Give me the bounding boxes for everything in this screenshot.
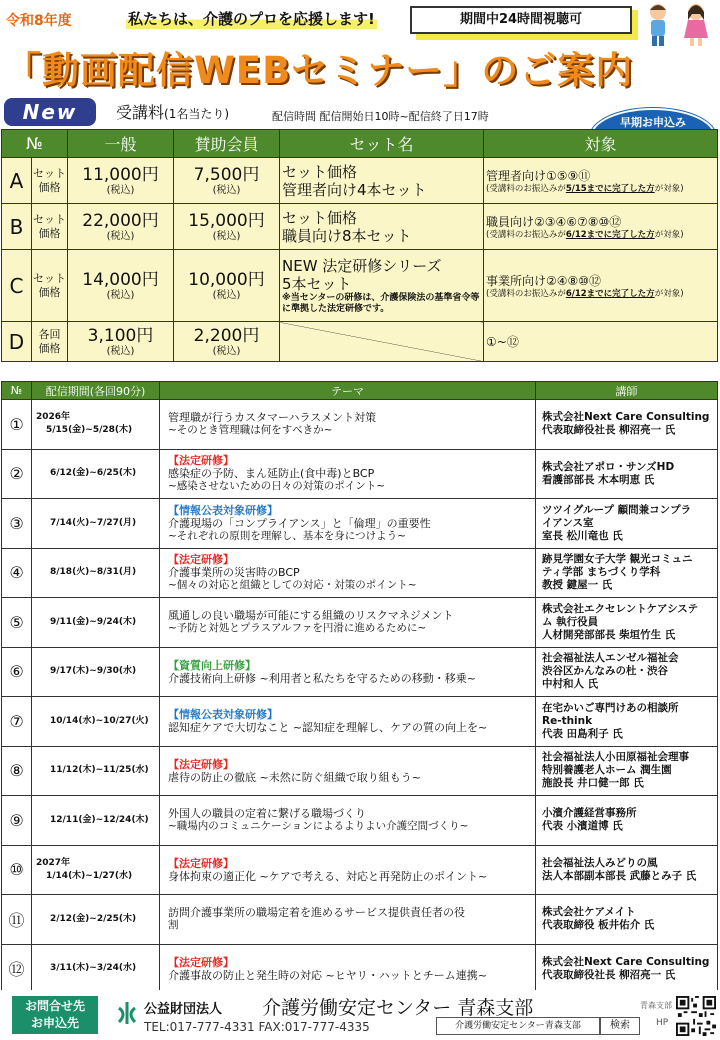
seminar-no: ⑧ bbox=[2, 746, 32, 796]
type-line: 価格 bbox=[38, 180, 61, 194]
seminar-theme: 感染症の予防、まん延防止(食中毒)とBCP bbox=[168, 467, 375, 481]
lecturer-line: 教授 鍵屋一 氏 bbox=[542, 579, 613, 592]
viewing-notice: 期間中24時間視聴可 bbox=[410, 6, 632, 34]
sponsor-price-cell bbox=[174, 158, 280, 204]
lecturer-line: 代表 田島利子 氏 bbox=[542, 727, 623, 740]
general-price: 11,000円 bbox=[82, 164, 159, 185]
seminar-theme-cell bbox=[160, 845, 536, 895]
sponsor-price: 10,000円 bbox=[188, 269, 265, 290]
seminar-tag: 【情報公表対象研修】 bbox=[168, 503, 278, 517]
qr-code-icon[interactable] bbox=[676, 996, 716, 1036]
set-name-line: 5本セット bbox=[282, 274, 352, 293]
lecturer-line: 中村和人 氏 bbox=[542, 678, 599, 691]
seminar-date: 1/14(木)~1/27(水) bbox=[46, 870, 133, 881]
seminar-date: 11/12(木)~11/25(水) bbox=[50, 765, 149, 776]
seminar-no: ⑨ bbox=[2, 796, 32, 846]
price-row bbox=[2, 250, 718, 322]
seminar-date-cell bbox=[32, 449, 160, 499]
type-line: セット bbox=[33, 166, 66, 180]
target-text: ①~⑫ bbox=[486, 335, 519, 349]
seminar-date-cell bbox=[32, 796, 160, 846]
seminar-no: ⑦ bbox=[2, 697, 32, 747]
fee-label-text: 受講料 bbox=[116, 103, 165, 122]
seminar-theme-cell bbox=[160, 796, 536, 846]
set-name-line: セット価格 bbox=[282, 162, 358, 181]
seminar-row bbox=[2, 697, 718, 747]
price-row-no: B bbox=[2, 204, 32, 250]
lecturer-line: 社会福祉法人みどりの風 bbox=[542, 856, 658, 869]
seminar-date-cell bbox=[32, 895, 160, 945]
seminar-theme: 訪問介護事業所の職場定着を進めるサービス提供責任者の役 bbox=[168, 906, 465, 920]
seminar-theme: 管理職が行うカスタマーハラスメント対策 bbox=[168, 411, 377, 425]
seminar-date: 7/14(火)~7/27(月) bbox=[50, 517, 137, 528]
type-line: セット bbox=[33, 212, 66, 226]
lecturer-cell bbox=[536, 796, 718, 846]
general-price: 14,000円 bbox=[82, 269, 159, 290]
target-note-pre: (受講料のお振込みが bbox=[486, 229, 566, 240]
seminar-no: ⑥ bbox=[2, 647, 32, 697]
lecturer-cell bbox=[536, 944, 718, 994]
general-tax: (税込) bbox=[106, 184, 135, 196]
lecturer-line: 渋谷区かんなみの杜・渋谷 bbox=[542, 665, 668, 678]
fiscal-year: 令和8年度 bbox=[6, 13, 72, 29]
search-keyword-box: 介護労働安定センター青森支部 bbox=[436, 1017, 600, 1035]
target-note-pre: (受講料のお振込みが bbox=[486, 183, 566, 194]
seminar-row bbox=[2, 598, 718, 648]
contact-box bbox=[12, 996, 98, 1034]
seminar-theme: 介護事故の防止と発生時の対応 ~ヒヤリ・ハットとチーム連携~ bbox=[168, 968, 487, 982]
lecturer-line: 株式会社Next Care Consulting bbox=[542, 955, 710, 968]
lecturer-cell bbox=[536, 845, 718, 895]
seminar-tag: 【資質向上研修】 bbox=[168, 658, 256, 672]
lecturer-line: 株式会社エクセレントケアシステ bbox=[542, 602, 699, 615]
target-note-post: が対象) bbox=[654, 288, 684, 299]
lecturer-line: 跡見学園女子大学 観光コミュニ bbox=[542, 553, 693, 566]
set-name-line: 管理者向け4本セット bbox=[282, 180, 427, 199]
sponsor-price: 15,000円 bbox=[188, 210, 265, 231]
organization-logo-icon bbox=[116, 1000, 138, 1026]
seminar-theme: 介護現場の「コンプライアンス」と「倫理」の重要性 bbox=[168, 516, 431, 530]
general-tax: (税込) bbox=[106, 345, 135, 357]
search-button[interactable]: 検索 bbox=[600, 1017, 640, 1035]
price-header-row bbox=[2, 130, 718, 158]
seminar-date-cell bbox=[32, 598, 160, 648]
lecturer-line: ム 執行役員 bbox=[542, 615, 599, 628]
seminar-date-cell bbox=[32, 697, 160, 747]
seminar-row bbox=[2, 746, 718, 796]
seminar-tag: 【情報公表対象研修】 bbox=[168, 708, 278, 722]
general-tax: (税込) bbox=[106, 289, 135, 301]
general-tax: (税込) bbox=[106, 230, 135, 242]
sponsor-price-cell bbox=[174, 250, 280, 322]
target-note bbox=[486, 184, 717, 195]
lecturer-line: 施設長 井口健一郎 氏 bbox=[542, 777, 644, 790]
lecturer-line: 室長 松川竜也 氏 bbox=[542, 529, 623, 542]
sponsor-price-cell bbox=[174, 204, 280, 250]
type-line: 価格 bbox=[38, 226, 61, 240]
seminar-theme-cell bbox=[160, 449, 536, 499]
hp-caption: 青森支部 bbox=[640, 1001, 672, 1010]
seminar-theme: 虐待の防止の徹底 ~未然に防ぐ組織で取り組もう~ bbox=[168, 770, 421, 784]
seminar-tag: 【法定研修】 bbox=[168, 955, 234, 969]
type-line: 各回 bbox=[38, 327, 61, 341]
type-line: 価格 bbox=[38, 285, 61, 299]
target-note-post: が対象) bbox=[654, 183, 684, 194]
sponsor-price-cell bbox=[174, 322, 280, 362]
seminar-theme-cell bbox=[160, 895, 536, 945]
seminar-theme-cell bbox=[160, 647, 536, 697]
seminar-table bbox=[1, 381, 718, 994]
price-row-type bbox=[32, 204, 68, 250]
lecturer-cell bbox=[536, 449, 718, 499]
seminar-theme: 介護技術向上研修 ~利用者と私たちを守るための移動・移乗~ bbox=[168, 671, 476, 685]
seminar-row bbox=[2, 647, 718, 697]
lecturer-line: イアンス室 bbox=[542, 516, 594, 529]
lecturer-line: 小濱介護経営事務所 bbox=[542, 807, 637, 820]
target-note-pre: (受講料のお振込みが bbox=[486, 288, 566, 299]
seminar-subtitle: ~予防と対処とプラスアルファを円滑に進めるために~ bbox=[168, 622, 427, 635]
seminar-date-cell bbox=[32, 647, 160, 697]
target-note-deadline: 5/15までに完了した方 bbox=[565, 183, 655, 194]
lecturer-cell bbox=[536, 895, 718, 945]
seminar-date-cell bbox=[32, 746, 160, 796]
set-name-line: セット価格 bbox=[282, 208, 358, 227]
delivery-schedule: 配信時間 配信開始日10時~配信終了日17時 bbox=[272, 110, 489, 123]
seminar-theme-cell bbox=[160, 400, 536, 450]
seminar-no: ④ bbox=[2, 548, 32, 598]
target-cell bbox=[484, 204, 718, 250]
lecturer-line: Re-think bbox=[542, 714, 593, 727]
lecturer-line: 法人本部副本部長 武藤とみ子 氏 bbox=[542, 869, 697, 882]
seminar-header-lecturer: 講師 bbox=[536, 382, 718, 400]
sponsor-price: 7,500円 bbox=[193, 164, 260, 185]
target-note-post: が対象) bbox=[654, 229, 684, 240]
seminar-no: ⑫ bbox=[2, 944, 32, 994]
seminar-no: ③ bbox=[2, 499, 32, 549]
seminar-row bbox=[2, 944, 718, 994]
seminar-row bbox=[2, 449, 718, 499]
lecturer-line: 特別養護老人ホーム 潤生園 bbox=[542, 764, 672, 777]
price-row-type bbox=[32, 158, 68, 204]
lecturer-line: ツツイグループ 顧問兼コンプラ bbox=[542, 503, 692, 516]
seminar-theme-cell bbox=[160, 697, 536, 747]
seminar-theme: 介護事業所の災害時のBCP bbox=[168, 566, 300, 580]
seminar-theme: 身体拘束の適正化 ~ケアで考える、対応と再発防止のポイント~ bbox=[168, 869, 488, 883]
seminar-no: ① bbox=[2, 400, 32, 450]
price-header-set: セット名 bbox=[280, 130, 484, 158]
seminar-tag: 【法定研修】 bbox=[168, 454, 234, 468]
seminar-theme-cell bbox=[160, 746, 536, 796]
seminar-date: 9/17(木)~9/30(水) bbox=[50, 666, 137, 677]
seminar-header-theme: テーマ bbox=[160, 382, 536, 400]
seminar-theme-cell bbox=[160, 499, 536, 549]
general-price-cell bbox=[68, 204, 174, 250]
seminar-date: 3/11(木)~3/24(水) bbox=[50, 963, 137, 974]
price-row bbox=[2, 204, 718, 250]
contact-phone-fax: TEL:017-777-4331 FAX:017-777-4335 bbox=[144, 1020, 370, 1034]
seminar-header-date: 配信期間(各回90分) bbox=[32, 382, 160, 400]
general-price: 3,100円 bbox=[87, 325, 154, 346]
lecturer-cell bbox=[536, 499, 718, 549]
seminar-theme-cell bbox=[160, 944, 536, 994]
lecturer-cell bbox=[536, 548, 718, 598]
price-row-no: A bbox=[2, 158, 32, 204]
lecturer-cell bbox=[536, 647, 718, 697]
set-name-line: NEW 法定研修シリーズ bbox=[282, 256, 442, 275]
seminar-no: ⑤ bbox=[2, 598, 32, 648]
price-row-type bbox=[32, 250, 68, 322]
target-text: 事業所向け②④⑧⑩⑫ bbox=[486, 273, 602, 288]
bubble-line: 早期お申込み bbox=[620, 116, 686, 129]
lecturer-line: 株式会社アポロ・サンズHD bbox=[542, 460, 675, 473]
set-note: ※当センターの研修は、介護保険法の基準省令等に準拠した法定研修です。 bbox=[282, 292, 480, 314]
target-note-deadline: 6/12までに完了した方 bbox=[565, 229, 655, 240]
type-line: セット bbox=[33, 271, 66, 285]
target-text: 職員向け②③④⑥⑦⑧⑩⑫ bbox=[486, 214, 622, 229]
page-title: 「動画配信WEBセミナー」のご案内 bbox=[4, 49, 634, 92]
sponsor-tax: (税込) bbox=[212, 184, 241, 196]
seminar-theme-cell bbox=[160, 548, 536, 598]
sponsor-price: 2,200円 bbox=[193, 325, 260, 346]
seminar-date-cell bbox=[32, 499, 160, 549]
seminar-date: 6/12(金)~6/25(木) bbox=[50, 468, 137, 479]
seminar-row bbox=[2, 845, 718, 895]
lecturer-line: 代表取締役 板井佑介 氏 bbox=[542, 919, 655, 932]
set-name-line: 職員向け8本セット bbox=[282, 226, 412, 245]
seminar-row bbox=[2, 796, 718, 846]
target-cell bbox=[484, 158, 718, 204]
lecturer-line: 人材開発部部長 柴垣竹生 氏 bbox=[542, 628, 676, 641]
target-note-deadline: 6/12までに完了した方 bbox=[565, 288, 655, 299]
seminar-date: 9/11(金)~9/24(木) bbox=[50, 616, 137, 627]
lecturer-cell bbox=[536, 400, 718, 450]
lecturer-line: 株式会社ケアメイト bbox=[542, 906, 636, 919]
seminar-year: 2027年 bbox=[36, 857, 71, 868]
seminar-row bbox=[2, 895, 718, 945]
lecturer-line: 社会福祉法人小田原福祉会理事 bbox=[542, 751, 689, 764]
seminar-date: 8/18(火)~8/31(月) bbox=[50, 567, 137, 578]
lecturer-line: 看護部部長 木本明恵 氏 bbox=[542, 473, 655, 486]
contact-line: お申込先 bbox=[30, 1016, 79, 1030]
target-note bbox=[486, 230, 717, 241]
lecturer-cell bbox=[536, 598, 718, 648]
seminar-theme: 外国人の職員の定着に繋げる職場づくり bbox=[168, 807, 366, 821]
seminar-no: ② bbox=[2, 449, 32, 499]
contact-line: お問合せ先 bbox=[24, 999, 85, 1013]
lecturer-line: 代表 小濱道博 氏 bbox=[542, 820, 623, 833]
fee-label bbox=[116, 100, 229, 123]
fee-unit: (1名当たり) bbox=[164, 107, 230, 121]
price-header-general: 一般 bbox=[68, 130, 174, 158]
seminar-no: ⑩ bbox=[2, 845, 32, 895]
seminar-subtitle: ~感染させないための日々の対策のポイント~ bbox=[168, 480, 386, 493]
target-cell bbox=[484, 322, 718, 362]
seminar-date-cell bbox=[32, 944, 160, 994]
seminar-row bbox=[2, 548, 718, 598]
seminar-subtitle: ~そのとき管理職は何をすべきか~ bbox=[168, 424, 333, 437]
sponsor-tax: (税込) bbox=[212, 230, 241, 242]
lecturer-line: ティ学部 まちづくり学科 bbox=[542, 566, 661, 579]
org-name: 介護労働安定センター 青森支部 bbox=[262, 997, 534, 1019]
slogan: 私たちは、介護のプロを応援します! bbox=[128, 10, 375, 28]
general-price: 22,000円 bbox=[82, 210, 159, 231]
price-table bbox=[1, 129, 718, 362]
set-name-cell bbox=[280, 250, 484, 322]
new-badge: New bbox=[4, 98, 96, 126]
price-header-no: № bbox=[2, 130, 68, 158]
org-type: 公益財団法人 bbox=[144, 1002, 223, 1017]
price-row bbox=[2, 158, 718, 204]
target-note bbox=[486, 289, 717, 300]
seminar-subtitle: ~職場内のコミュニケーションによるよりよい介護空間づくり~ bbox=[168, 820, 469, 833]
seminar-subtitle: ~個々の対応と組織としての対応・対策のポイント~ bbox=[168, 579, 417, 592]
seminar-date-cell bbox=[32, 400, 160, 450]
seminar-row bbox=[2, 400, 718, 450]
seminar-theme-cell bbox=[160, 598, 536, 648]
seminar-subtitle: 割 bbox=[168, 919, 179, 932]
sponsor-tax: (税込) bbox=[212, 289, 241, 301]
price-header-sponsor: 賛助会員 bbox=[174, 130, 280, 158]
price-row bbox=[2, 322, 718, 362]
seminar-header-row bbox=[2, 382, 718, 400]
seminar-tag: 【法定研修】 bbox=[168, 856, 234, 870]
target-text: 管理者向け①⑤⑨⑪ bbox=[486, 168, 591, 183]
seminar-subtitle: ~それぞれの原則を理解し、基本を身につけよう~ bbox=[168, 529, 406, 542]
lecturer-line: 在宅かいご専門けあの相談所 bbox=[542, 701, 679, 714]
lecturer-line: 社会福祉法人エンゼル福祉会 bbox=[542, 652, 679, 665]
seminar-date: 10/14(水)~10/27(火) bbox=[50, 715, 149, 726]
set-name-cell bbox=[280, 322, 484, 362]
lecturer-cell bbox=[536, 697, 718, 747]
lecturer-line: 代表取締役社長 柳沼亮一 氏 bbox=[542, 424, 676, 437]
set-name-cell bbox=[280, 158, 484, 204]
seminar-tag: 【法定研修】 bbox=[168, 757, 234, 771]
seminar-year: 2026年 bbox=[36, 412, 71, 423]
seminar-date: 12/11(金)~12/24(木) bbox=[50, 814, 149, 825]
seminar-header-no: № bbox=[2, 382, 32, 400]
price-row-no: C bbox=[2, 250, 32, 322]
type-line: 価格 bbox=[38, 341, 61, 355]
lecturer-line: 代表取締役社長 柳沼亮一 氏 bbox=[542, 968, 676, 981]
price-row-no: D bbox=[2, 322, 32, 362]
target-cell bbox=[484, 250, 718, 322]
general-price-cell bbox=[68, 322, 174, 362]
hp-label: HP bbox=[656, 1018, 669, 1028]
seminar-date-cell bbox=[32, 845, 160, 895]
price-header-target: 対象 bbox=[484, 130, 718, 158]
seminar-date: 2/12(金)~2/25(木) bbox=[50, 913, 137, 924]
general-price-cell bbox=[68, 158, 174, 204]
seminar-row bbox=[2, 499, 718, 549]
general-price-cell bbox=[68, 250, 174, 322]
seminar-theme: 風通しの良い職場が可能にする組織のリスクマネジメント bbox=[168, 609, 454, 623]
sponsor-tax: (税込) bbox=[212, 345, 241, 357]
seminar-date: 5/15(金)~5/28(木) bbox=[46, 425, 133, 436]
seminar-no: ⑪ bbox=[2, 895, 32, 945]
seminar-date-cell bbox=[32, 548, 160, 598]
lecturer-cell bbox=[536, 746, 718, 796]
price-row-type bbox=[32, 322, 68, 362]
lecturer-line: 株式会社Next Care Consulting bbox=[542, 411, 710, 424]
seminar-tag: 【法定研修】 bbox=[168, 553, 234, 567]
set-name-cell bbox=[280, 204, 484, 250]
seminar-theme: 認知症ケアで大切なこと ~認知症を理解し、ケアの質の向上を~ bbox=[168, 721, 488, 735]
